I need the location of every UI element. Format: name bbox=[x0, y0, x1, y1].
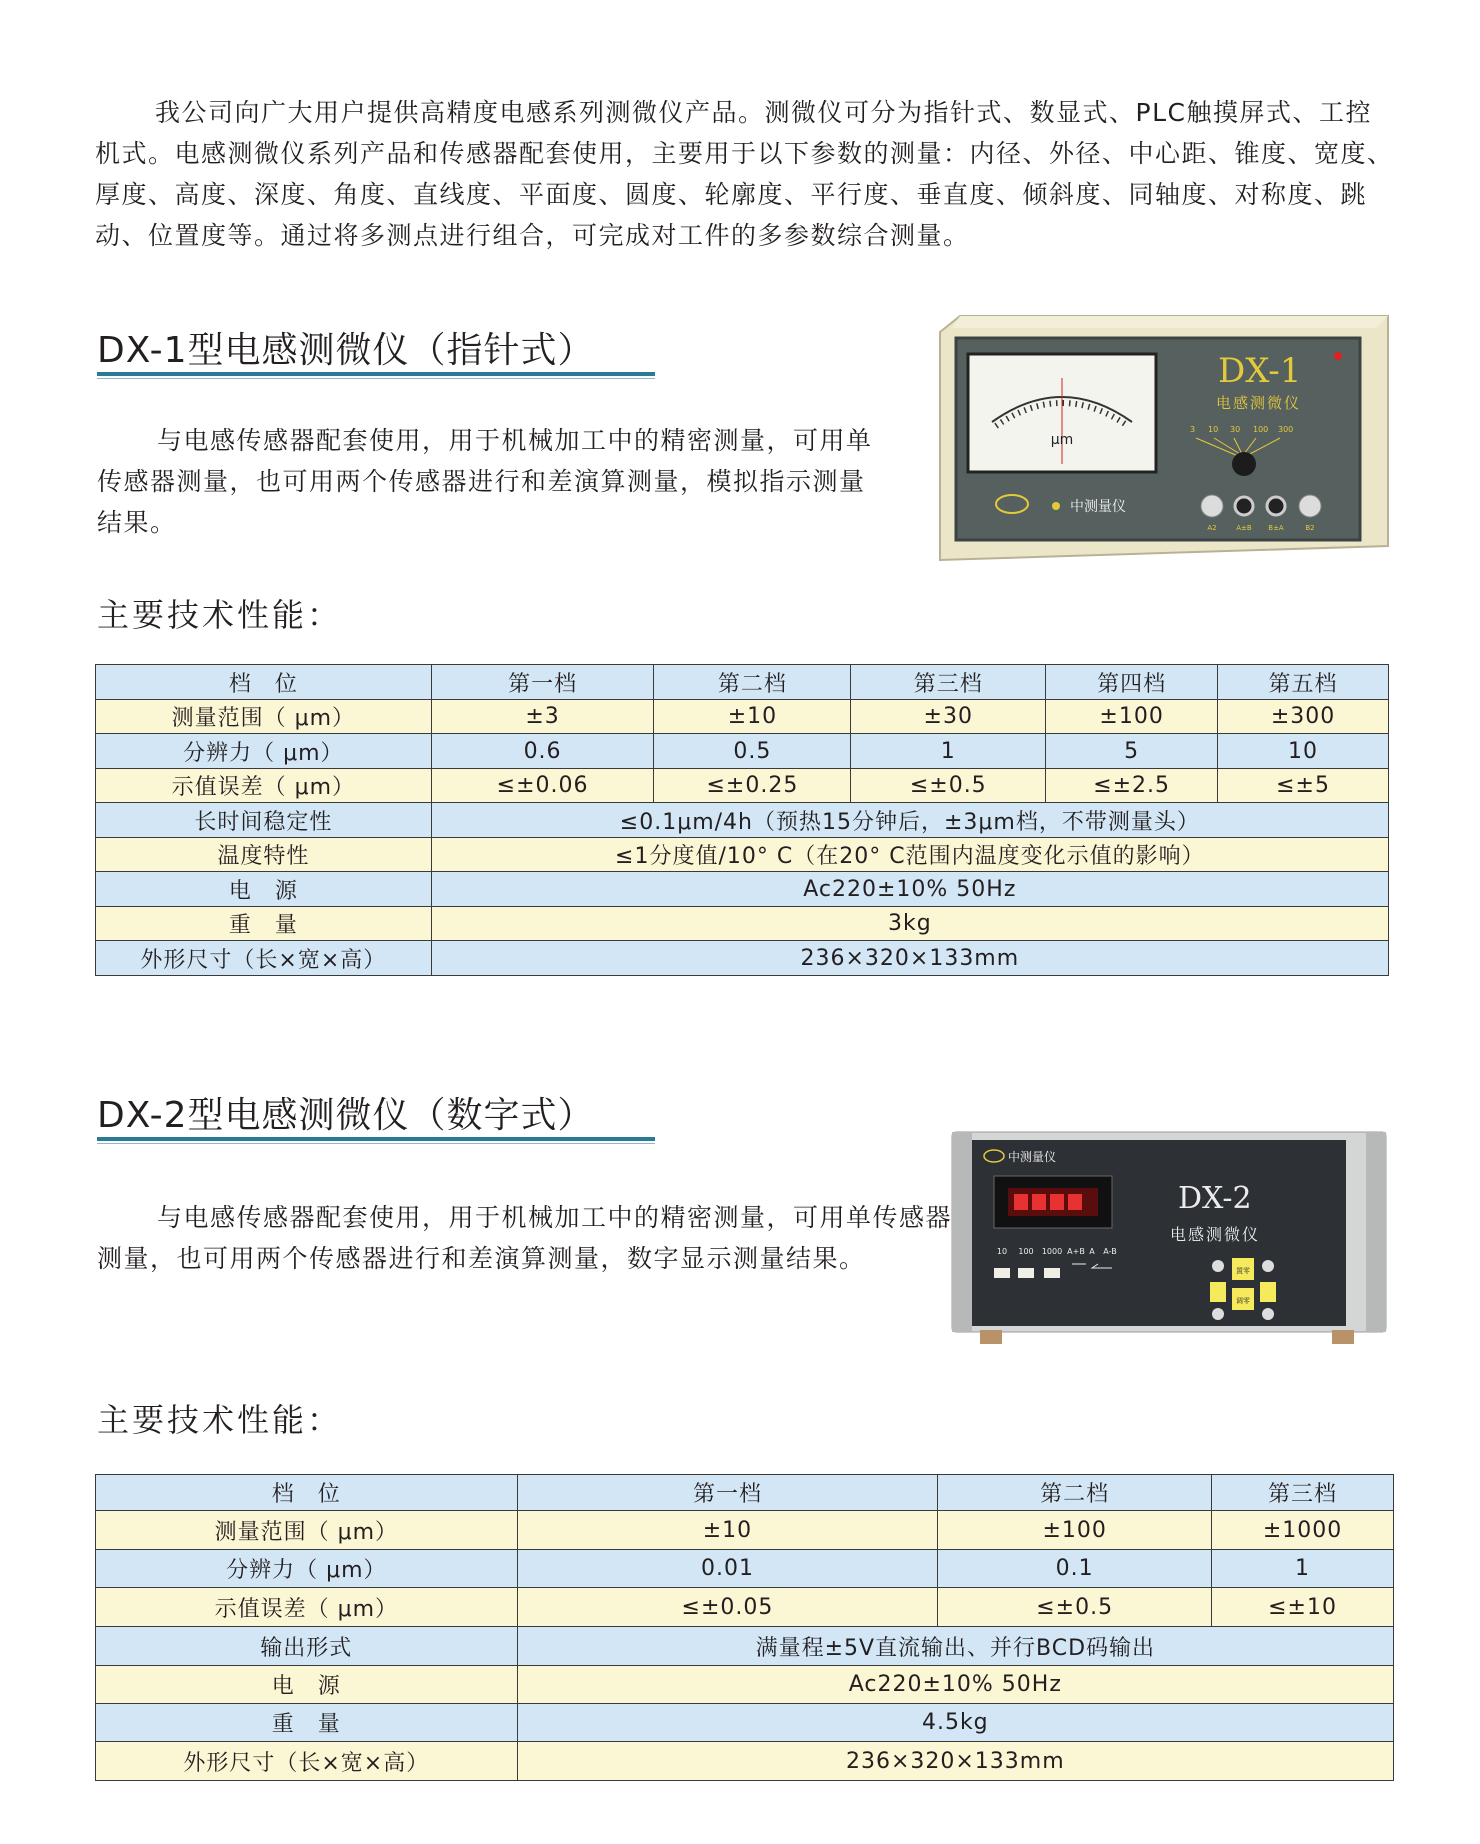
table-row bbox=[96, 803, 1389, 838]
dx1-device-name: 电感测微仪 bbox=[1216, 394, 1302, 412]
table-row bbox=[96, 1704, 1394, 1742]
dx2-range-2: 100 bbox=[1018, 1247, 1034, 1256]
dx2-title-rule bbox=[97, 1137, 655, 1141]
dx1-range-1: 3 bbox=[1190, 425, 1196, 434]
header-cell: 第五档 bbox=[1218, 665, 1389, 700]
table-cell: 10 bbox=[1218, 734, 1389, 769]
dx1-model-label: DX-1 bbox=[1218, 351, 1302, 391]
dx1-brand: 中测量仪 bbox=[1070, 499, 1126, 515]
table-cell: 0.5 bbox=[654, 734, 851, 769]
table-cell: 236×320×133mm bbox=[431, 941, 1388, 976]
row-label: 电 源 bbox=[96, 872, 432, 907]
table-row bbox=[96, 1588, 1394, 1627]
header-cell: 第一档 bbox=[517, 1475, 938, 1511]
row-label: 外形尺寸（长×宽×高） bbox=[96, 941, 432, 976]
table-cell: Ac220±10% 50Hz bbox=[431, 872, 1388, 907]
table-row bbox=[96, 734, 1389, 769]
dx1-meter-unit: μm bbox=[1050, 432, 1074, 448]
dx1-device-image bbox=[938, 314, 1396, 566]
table-row bbox=[96, 872, 1389, 907]
table-cell: ±3 bbox=[431, 700, 654, 734]
dx2-range-3: 1000 bbox=[1041, 1247, 1063, 1256]
dx2-range-1: 10 bbox=[996, 1247, 1008, 1256]
table-cell: ±100 bbox=[938, 1511, 1212, 1550]
table-cell: ±300 bbox=[1218, 700, 1389, 734]
dx2-device-name: 电感测微仪 bbox=[1170, 1225, 1261, 1244]
table-header-row bbox=[96, 1475, 1394, 1511]
table-cell: 0.01 bbox=[517, 1550, 938, 1588]
dx1-port-2: A±B bbox=[1236, 524, 1252, 532]
table-row bbox=[96, 769, 1389, 803]
row-label: 示值误差（ μm） bbox=[96, 1588, 518, 1627]
dx2-button-label-1: 置零 bbox=[1236, 1267, 1250, 1275]
header-cell: 档 位 bbox=[96, 665, 432, 700]
dx2-spec-heading: 主要技术性能： bbox=[97, 1401, 343, 1439]
row-label: 外形尺寸（长×宽×高） bbox=[96, 1742, 518, 1781]
row-label: 分辨力（ μm） bbox=[96, 1550, 518, 1588]
dx2-brand: 中测量仪 bbox=[1008, 1150, 1057, 1164]
dx1-spec-table bbox=[95, 664, 1389, 976]
dx1-port-3: B±A bbox=[1268, 524, 1284, 532]
dx1-port-4: B2 bbox=[1305, 524, 1315, 532]
table-row bbox=[96, 1627, 1394, 1666]
table-cell: ±10 bbox=[654, 700, 851, 734]
dx1-range-4: 100 bbox=[1253, 425, 1269, 434]
table-cell: ±100 bbox=[1046, 700, 1218, 734]
table-cell: ≤±0.25 bbox=[654, 769, 851, 803]
dx2-model-label: DX-2 bbox=[1178, 1181, 1252, 1216]
header-cell: 第三档 bbox=[851, 665, 1046, 700]
dx1-title-rule bbox=[97, 372, 655, 376]
row-label: 电 源 bbox=[96, 1666, 518, 1704]
table-cell: Ac220±10% 50Hz bbox=[517, 1666, 1393, 1704]
table-cell: ±30 bbox=[851, 700, 1046, 734]
dx1-spec-heading: 主要技术性能： bbox=[97, 596, 343, 634]
dx1-range-5: 300 bbox=[1278, 425, 1294, 434]
table-cell: ≤1分度值/10° C（在20° C范围内温度变化示值的影响） bbox=[431, 838, 1388, 872]
dx2-button-label-2: 调零 bbox=[1236, 1297, 1250, 1305]
header-cell: 第四档 bbox=[1046, 665, 1218, 700]
dx1-description: 与电感传感器配套使用，用于机械加工中的精密测量，可用单传感器测量，也可用两个传感器进行和差演算测量，模拟指示测量结果。 bbox=[97, 426, 873, 537]
table-cell: ≤±0.05 bbox=[517, 1588, 938, 1627]
dx1-port-1: A2 bbox=[1207, 524, 1217, 532]
table-cell: 1 bbox=[1212, 1550, 1394, 1588]
dx2-mode-2: A bbox=[1089, 1247, 1095, 1256]
table-row bbox=[96, 1666, 1394, 1704]
table-cell: 0.6 bbox=[431, 734, 654, 769]
table-row bbox=[96, 941, 1389, 976]
header-cell: 第二档 bbox=[654, 665, 851, 700]
table-row bbox=[96, 1742, 1394, 1781]
dx1-title: DX-1型电感测微仪（指针式） bbox=[97, 330, 595, 371]
table-cell: 1 bbox=[851, 734, 1046, 769]
table-cell: ≤±10 bbox=[1212, 1588, 1394, 1627]
table-cell: 0.1 bbox=[938, 1550, 1212, 1588]
dx1-range-3: 30 bbox=[1230, 425, 1241, 434]
row-label: 重 量 bbox=[96, 1704, 518, 1742]
table-cell: 3kg bbox=[431, 907, 1388, 941]
table-row bbox=[96, 838, 1389, 872]
header-cell: 第二档 bbox=[938, 1475, 1212, 1511]
row-label: 重 量 bbox=[96, 907, 432, 941]
dx2-title: DX-2型电感测微仪（数字式） bbox=[97, 1095, 595, 1136]
table-cell: ≤±2.5 bbox=[1046, 769, 1218, 803]
dx2-mode-1: A+B bbox=[1067, 1247, 1085, 1256]
table-cell: ≤±5 bbox=[1218, 769, 1389, 803]
table-cell: ≤0.1μm/4h（预热15分钟后，±3μm档，不带测量头） bbox=[431, 803, 1388, 838]
table-cell: ≤±0.06 bbox=[431, 769, 654, 803]
row-label: 长时间稳定性 bbox=[96, 803, 432, 838]
table-row bbox=[96, 907, 1389, 941]
header-cell: 第三档 bbox=[1212, 1475, 1394, 1511]
row-label: 示值误差（ μm） bbox=[96, 769, 432, 803]
dx2-device-image bbox=[942, 1118, 1396, 1358]
row-label: 温度特性 bbox=[96, 838, 432, 872]
intro-paragraph: 我公司向广大用户提供高精度电感系列测微仪产品。测微仪可分为指针式、数显式、PLC触摸屏式、工控机式。电感测微仪系列产品和传感器配套使用，主要用于以下参数的测量：内径、外径、中心距、锥度、宽度、厚度、高度、深度、角度、直线度、平面度、圆度、轮廓度、平行度、垂直度、倾斜度、同轴度、对称度、跳动、位置度等。通过将多测点进行组合，可完成对工件的多参数综合测量。 bbox=[95, 98, 1394, 250]
table-cell: ≤±0.5 bbox=[851, 769, 1046, 803]
header-cell: 第一档 bbox=[431, 665, 654, 700]
row-label: 输出形式 bbox=[96, 1627, 518, 1666]
row-label: 测量范围（ μm） bbox=[96, 1511, 518, 1550]
table-cell: ≤±0.5 bbox=[938, 1588, 1212, 1627]
row-label: 分辨力（ μm） bbox=[96, 734, 432, 769]
table-row bbox=[96, 1550, 1394, 1588]
table-row bbox=[96, 1511, 1394, 1550]
dx2-mode-3: A-B bbox=[1103, 1247, 1117, 1256]
table-header-row bbox=[96, 665, 1389, 700]
table-row bbox=[96, 700, 1389, 734]
dx2-spec-table bbox=[95, 1474, 1394, 1781]
dx1-range-2: 10 bbox=[1208, 425, 1219, 434]
table-cell: 236×320×133mm bbox=[517, 1742, 1393, 1781]
table-cell: ±10 bbox=[517, 1511, 938, 1550]
table-cell: 满量程±5V直流输出、并行BCD码输出 bbox=[517, 1627, 1393, 1666]
table-cell: 5 bbox=[1046, 734, 1218, 769]
table-cell: 4.5kg bbox=[517, 1704, 1393, 1742]
table-cell: ±1000 bbox=[1212, 1511, 1394, 1550]
header-cell: 档 位 bbox=[96, 1475, 518, 1511]
row-label: 测量范围（ μm） bbox=[96, 700, 432, 734]
dx2-description: 与电感传感器配套使用，用于机械加工中的精密测量，可用单传感器测量，也可用两个传感器进行和差演算测量，数字显示测量结果。 bbox=[97, 1203, 953, 1273]
